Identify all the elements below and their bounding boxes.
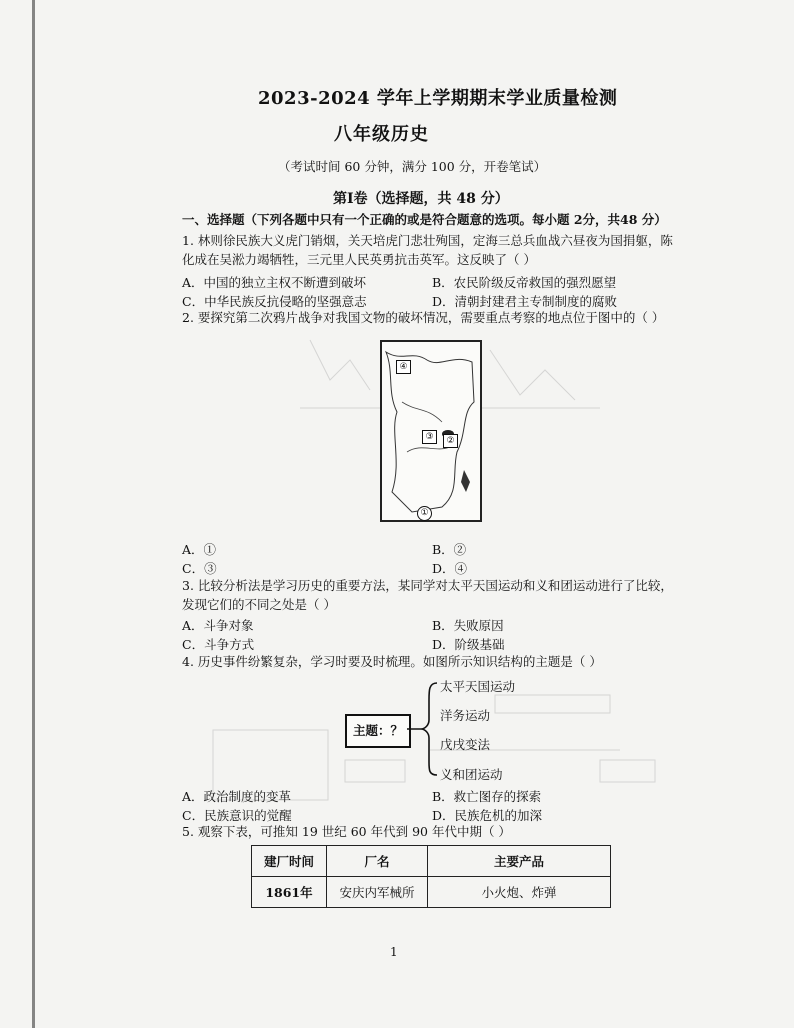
cell-products: 小火炮、炸弹 bbox=[428, 877, 611, 908]
topic-box: 主题：？ bbox=[345, 714, 411, 748]
branch-boxer: 义和团运动 bbox=[440, 767, 503, 782]
branch-reform: 戊戌变法 bbox=[440, 737, 491, 752]
branch-westernization: 洋务运动 bbox=[440, 708, 491, 723]
cell-year: 1861年 bbox=[252, 877, 327, 908]
q2-option-c[interactable]: C．③ bbox=[182, 561, 217, 576]
q1-stem-line1: 1. 林则徐民族大义虎门销烟，关天培虎门悲壮殉国，定海三总兵血战六昼夜为国捐躯，陈 bbox=[182, 233, 673, 248]
page-number: 1 bbox=[390, 945, 398, 959]
q3-stem-line2: 发现它们的不同之处是（ ） bbox=[182, 597, 336, 612]
map-marker-2: ② bbox=[443, 434, 458, 448]
q3-option-c[interactable]: C．斗争方式 bbox=[182, 637, 255, 652]
q3-option-d[interactable]: D．阶级基础 bbox=[432, 637, 505, 652]
col-header-factory: 厂名 bbox=[327, 846, 428, 877]
map-marker-3: ③ bbox=[422, 430, 437, 444]
q1-stem-line2: 化成在吴淞力竭牺牲，三元里人民英勇抗击英军。这反映了（ ） bbox=[182, 252, 536, 267]
col-header-products: 主要产品 bbox=[428, 846, 611, 877]
q3-option-b[interactable]: B．失败原因 bbox=[432, 618, 504, 633]
q2-option-b[interactable]: B．② bbox=[432, 542, 467, 557]
part-heading: 第Ⅰ卷（选择题，共 48 分） bbox=[333, 191, 509, 207]
q4-option-c[interactable]: C．民族意识的觉醒 bbox=[182, 808, 292, 823]
q4-option-b[interactable]: B．救亡图存的探索 bbox=[432, 789, 542, 804]
q4-option-a[interactable]: A．政治制度的变革 bbox=[182, 789, 292, 804]
q4-option-d[interactable]: D．民族危机的加深 bbox=[432, 808, 543, 823]
table-row bbox=[252, 877, 611, 908]
col-header-year: 建厂时间 bbox=[252, 846, 327, 877]
q5-stem: 5. 观察下表，可推知 19 世纪 60 年代到 90 年代中期（ ） bbox=[182, 824, 511, 839]
q3-option-a[interactable]: A．斗争对象 bbox=[182, 618, 254, 633]
q2-stem: 2. 要探究第二次鸦片战争对我国文物的破坏情况，需要重点考察的地点位于图中的（ ） bbox=[182, 310, 665, 325]
q1-option-d[interactable]: D．清朝封建君主专制制度的腐败 bbox=[432, 294, 618, 309]
table-header-row bbox=[252, 846, 611, 877]
q3-stem-line1: 3. 比较分析法是学习历史的重要方法，某同学对太平天国运动和义和团运动进行了比较， bbox=[182, 578, 673, 593]
china-map bbox=[380, 340, 482, 522]
map-marker-4: ④ bbox=[396, 360, 411, 374]
cell-factory: 安庆内军械所 bbox=[327, 877, 428, 908]
q2-option-d[interactable]: D．④ bbox=[432, 561, 468, 576]
branch-taiping: 太平天国运动 bbox=[440, 679, 516, 694]
section-intro: 一、选择题（下列各题中只有一个正确的或是符合题意的选项。每小题 2分，共48 分） bbox=[182, 212, 667, 227]
exam-info: （考试时间 60 分钟，满分 100 分，开卷笔试） bbox=[278, 159, 547, 174]
exam-subject: 八年级历史 bbox=[334, 124, 429, 145]
q1-option-c[interactable]: C．中华民族反抗侵略的坚强意志 bbox=[182, 294, 367, 309]
map-marker-1: ① bbox=[417, 506, 432, 521]
q1-option-b[interactable]: B．农民阶级反帝救国的强烈愿望 bbox=[432, 275, 617, 290]
factory-table bbox=[251, 845, 611, 908]
q1-option-a[interactable]: A．中国的独立主权不断遭到破坏 bbox=[182, 275, 367, 290]
q2-option-a[interactable]: A．① bbox=[182, 542, 217, 557]
q4-stem: 4. 历史事件纷繁复杂，学习时要及时梳理。如图所示知识结构的主题是（ ） bbox=[182, 654, 602, 669]
exam-title: 2023-2024 学年上学期期末学业质量检测 bbox=[258, 88, 618, 109]
